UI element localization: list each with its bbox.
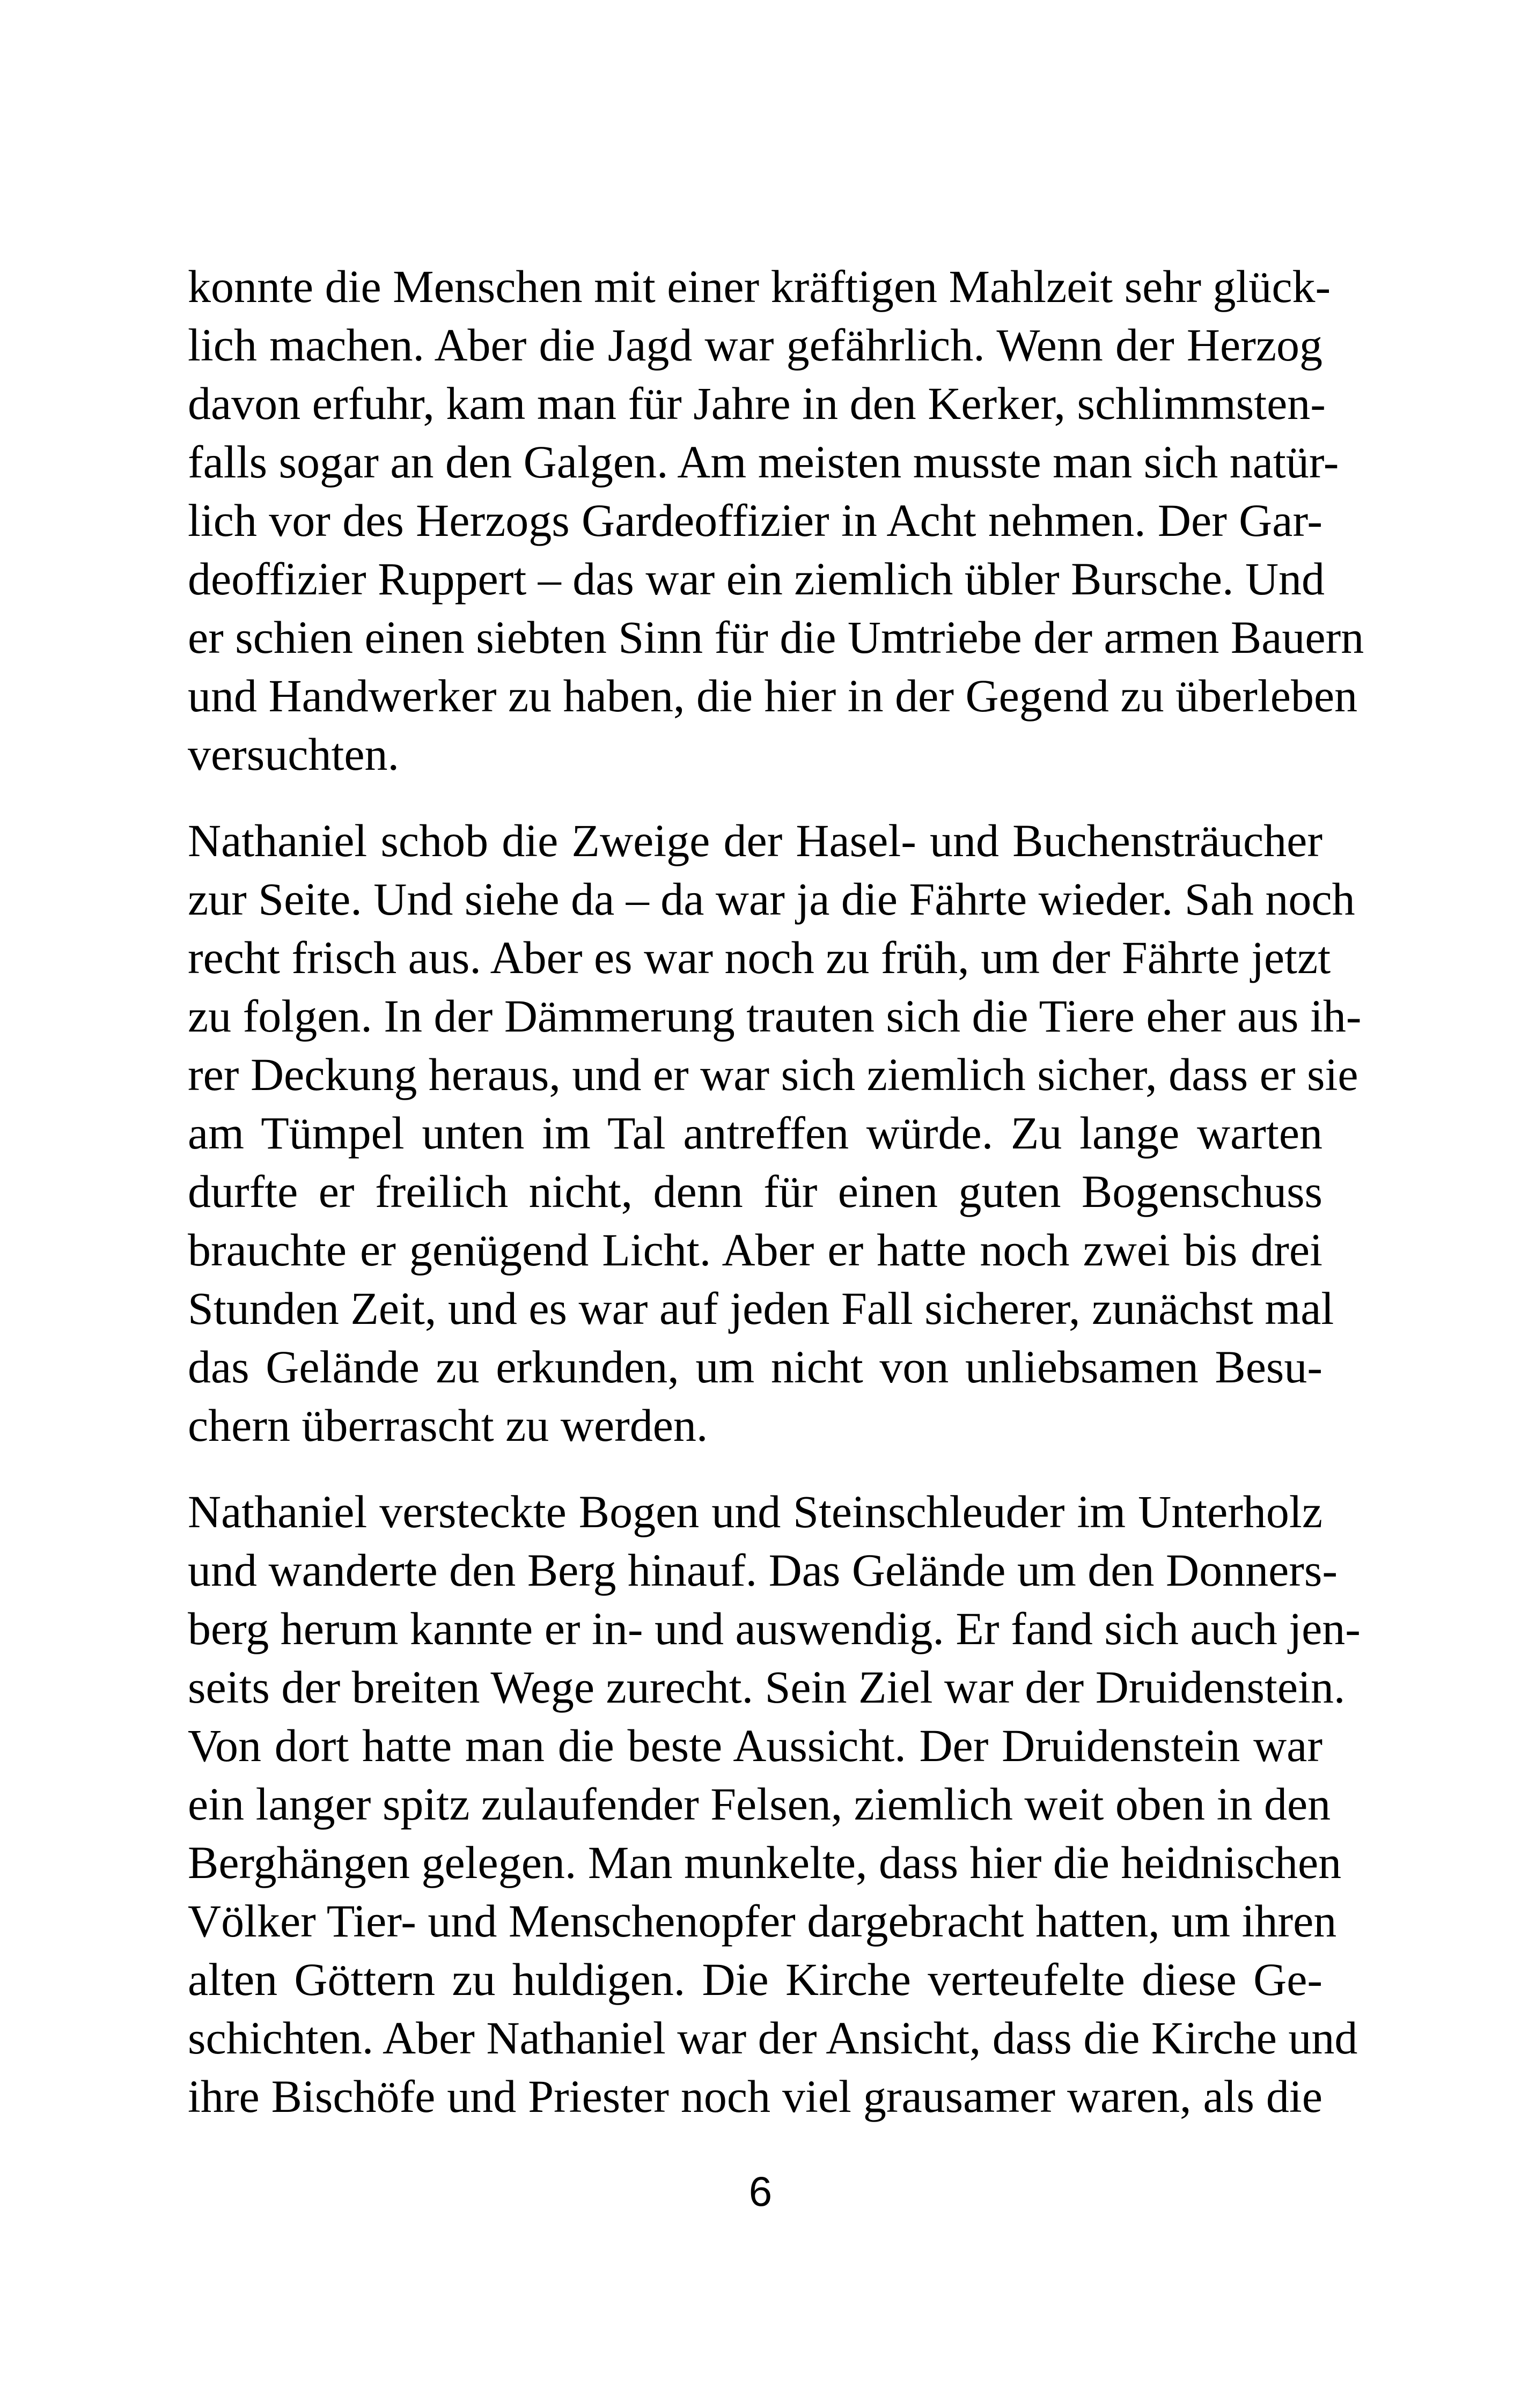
text-line: zur Seite. Und siehe da – da war ja die Fährte wieder. Sah noch	[188, 873, 1355, 925]
text-line: berg herum kannte er in- und auswendig. Er fand sich auch jen-	[188, 1603, 1361, 1654]
text-line: falls sogar an den Galgen. Am meisten musste man sich natür-	[188, 436, 1339, 488]
text-line: versuchten.	[188, 728, 400, 780]
text-line: recht frisch aus. Aber es war noch zu früh, um der Fährte jetzt	[188, 932, 1331, 983]
text-line: durfte er freilich nicht, denn für einen guten Bogenschuss	[188, 1166, 1322, 1217]
text-line: konnte die Menschen mit einer kräftigen Mahlzeit sehr glück-	[188, 261, 1331, 312]
paragraph-1	[188, 257, 1364, 784]
paragraph-3	[188, 1483, 1361, 2126]
text-line: brauchte er genügend Licht. Aber er hatte noch zwei bis drei	[188, 1224, 1322, 1276]
text-line: deoffizier Ruppert – das war ein ziemlich übler Bursche. Und	[188, 553, 1325, 605]
text-line: und wanderte den Berg hinauf. Das Gelände um den Donners-	[188, 1544, 1338, 1596]
text-line: das Gelände zu erkunden, um nicht von unliebsamen Besu-	[188, 1341, 1322, 1393]
text-line: Nathaniel versteckte Bogen und Steinschleuder im Unterholz	[188, 1486, 1322, 1537]
text-line: ihre Bischöfe und Priester noch viel grausamer waren, als die	[188, 2071, 1322, 2122]
text-line: schichten. Aber Nathaniel war der Ansicht, dass die Kirche und	[188, 2012, 1358, 2064]
text-line: zu folgen. In der Dämmerung trauten sich die Tiere eher aus ih-	[188, 990, 1362, 1042]
text-line: lich vor des Herzogs Gardeoffizier in Acht nehmen. Der Gar-	[188, 495, 1322, 546]
text-line: Von dort hatte man die beste Aussicht. Der Druidenstein war	[188, 1720, 1322, 1771]
text-line: Völker Tier- und Menschenopfer dargebracht hatten, um ihren	[188, 1895, 1337, 1947]
text-line: Berghängen gelegen. Man munkelte, dass hier die heidnischen	[188, 1837, 1342, 1888]
text-line: ein langer spitz zulaufender Felsen, ziemlich weit oben in den	[188, 1778, 1331, 1830]
text-line: und Handwerker zu haben, die hier in der Gegend zu überleben	[188, 670, 1358, 721]
paragraph-2	[188, 812, 1362, 1455]
text-line: rer Deckung heraus, und er war sich ziemlich sicher, dass er sie	[188, 1049, 1358, 1100]
page-number: 6	[748, 2168, 773, 2215]
body-text	[188, 257, 1364, 2154]
text-line: davon erfuhr, kam man für Jahre in den Kerker, schlimmsten-	[188, 378, 1326, 429]
text-line: lich machen. Aber die Jagd war gefährlich. Wenn der Herzog	[188, 319, 1322, 371]
text-line: Nathaniel schob die Zweige der Hasel- und Buchensträucher	[188, 815, 1322, 866]
text-line: seits der breiten Wege zurecht. Sein Ziel war der Druidenstein.	[188, 1661, 1346, 1713]
text-line: chern überrascht zu werden.	[188, 1400, 708, 1451]
text-line: am Tümpel unten im Tal antreffen würde. Zu lange warten	[188, 1107, 1322, 1159]
text-line: Stunden Zeit, und es war auf jeden Fall sicherer, zunächst mal	[188, 1283, 1334, 1334]
text-line: er schien einen siebten Sinn für die Umtriebe der armen Bauern	[188, 612, 1364, 663]
text-line: alten Göttern zu huldigen. Die Kirche verteufelte diese Ge-	[188, 1954, 1322, 2005]
